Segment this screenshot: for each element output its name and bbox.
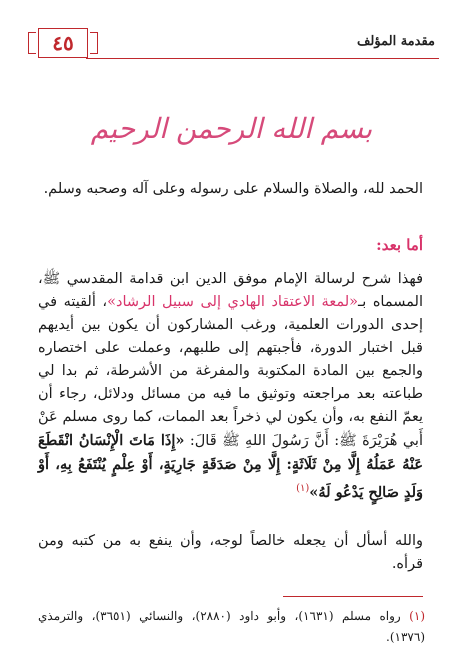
main-paragraph bbox=[38, 268, 423, 505]
footnote-divider bbox=[283, 596, 423, 597]
section-heading: أما بعد: bbox=[376, 236, 423, 254]
book-title: «لمعة الاعتقاد الهادي إلى سبيل الرشاد» bbox=[107, 294, 358, 310]
main-paragraph-part1: فهذا شرح لرسالة الإمام موفق الدين ابن قدامة المقدسي ﷺ، المسماه بـ bbox=[38, 271, 424, 310]
closing-paragraph: والله أسأل أن يجعله خالصاً لوجه، وأن ينفع به من كتبه ومن قرأه. bbox=[38, 533, 423, 572]
footnote bbox=[38, 606, 425, 648]
basmala-calligraphy: بسم الله الرحمن الرحيم bbox=[90, 112, 373, 145]
header-divider bbox=[86, 58, 439, 59]
page-number: ٤٥ bbox=[38, 28, 88, 58]
footnote-reference[interactable]: (١) bbox=[296, 483, 310, 494]
section-title: مقدمة المؤلف bbox=[356, 34, 435, 49]
footnote-text: رواه مسلم (١٦٣١)، وأبو داود (٢٨٨٠)، والنسائي (٣٦٥١)، والترمذي (١٣٧٦). bbox=[38, 609, 425, 644]
page-header bbox=[22, 22, 439, 68]
intro-paragraph: الحمد لله، والصلاة والسلام على رسوله وعلى آله وصحبه وسلم. bbox=[43, 181, 423, 197]
footnote-number: (١) bbox=[409, 609, 425, 623]
hadith-text: «إِذَا مَاتَ الْإِنْسَانُ انْقَطَعَ عَنْهُ عَمَلُهُ إِلَّا مِنْ ثَلَاثَةٍ: إِلَّا مِنْ صَدَقَةٍ جَارِيَةٍ، أَوْ عِلْمٍ يُنْتَفَعُ بِهِ، أَوْ وَلَدٍ صَالِحٍ يَدْعُو لَهُ» bbox=[38, 432, 423, 501]
main-paragraph-part2: ، ألقيته في إحدى الدورات العلمية، ورغب المشاركون أن يكون بين أيديهم قبل اختبار الدورة، فأجبتهم إلى طلبهم، وعملت على اختصاره والجمع بين المادة المكتوبة والمفرغة من الأشرطة، ثم بدا لي طباعته بعد مراجعته وتوثيق ما فيه من مسائل ودلائل، رجاء أن يعمّ النفع به، وأن يكون لي ذخراً بعد الممات، كما روى مسلم عَنْ أَبي هُرَيْرَةَ ﷺ: أَنَّ رَسُولَ اللهِ ﷺ قَالَ: bbox=[38, 294, 423, 449]
